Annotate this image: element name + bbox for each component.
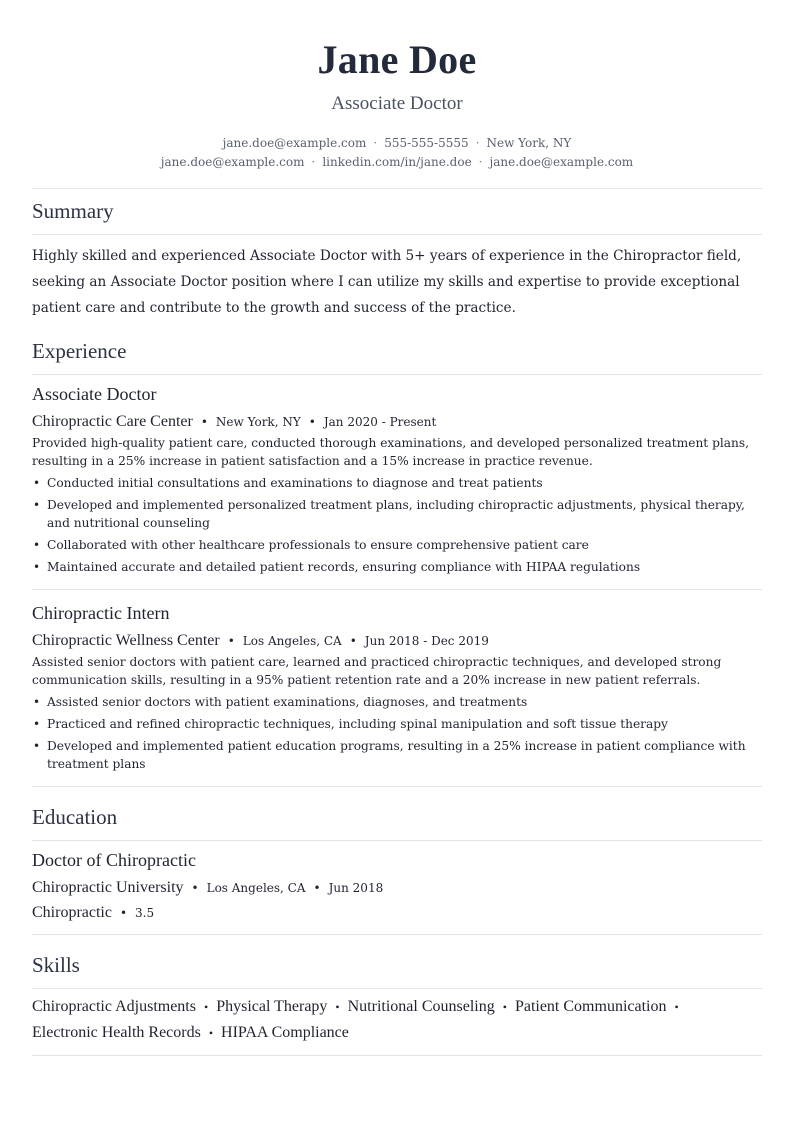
school-location: Los Angeles, CA: [206, 881, 306, 895]
bullet-separator: •: [335, 1000, 340, 1014]
skill-item: HIPAA Compliance: [221, 1024, 349, 1041]
divider: [32, 786, 762, 787]
list-item: • Assisted senior doctors with patient examinations, diagnoses, and treatments: [32, 693, 764, 711]
job-bullets: [32, 474, 764, 580]
education-heading: Education: [32, 805, 118, 829]
contact-email[interactable]: jane.doe@example.com: [222, 136, 367, 150]
list-item: • Developed and implemented patient education programs, resulting in a 25% increase in patient compliance with treatment plans: [32, 737, 764, 773]
divider: [32, 188, 762, 189]
job-description: Assisted senior doctors with patient care, learned and practiced chiropractic techniques, and developed strong communication skills, resulting in a 95% patient retention rate and a 20% increase in new patient referrals.: [32, 655, 722, 687]
bullet-separator: •: [349, 634, 357, 648]
experience-heading: Experience: [32, 339, 127, 363]
job-title: Associate Doctor: [32, 384, 157, 404]
contact-line-1: [32, 136, 762, 150]
skill-item: Electronic Health Records: [32, 1024, 201, 1041]
field-of-study: Chiropractic: [32, 904, 112, 921]
job-dates: Jan 2020 - Present: [323, 415, 437, 429]
bullet-separator: •: [502, 1000, 507, 1014]
separator: ·: [311, 155, 316, 169]
summary-heading: Summary: [32, 199, 114, 223]
skills-heading: Skills: [32, 953, 80, 977]
contact-email-3[interactable]: jane.doe@example.com: [489, 155, 634, 169]
job-company: Chiropractic Care Center: [32, 413, 193, 430]
summary-text: Highly skilled and experienced Associate Doctor with 5+ years of experience in the Chiropractor field, seeking an Associate Doctor position where I can utilize my skills and expertise to provide exceptional patient care and contribute to the growth and success of the practice.: [32, 248, 742, 316]
gpa: 3.5: [135, 906, 155, 920]
education-meta: [32, 877, 383, 897]
job-bullets: [32, 693, 764, 777]
job-dates: Jun 2018 - Dec 2019: [364, 634, 489, 648]
divider: [32, 1055, 762, 1056]
list-item: • Collaborated with other healthcare professionals to ensure comprehensive patient care: [32, 536, 764, 554]
divider: [32, 934, 762, 935]
candidate-name: Jane Doe: [317, 37, 477, 82]
skill-item: Nutritional Counseling: [347, 998, 495, 1015]
job-meta: [32, 630, 489, 650]
list-item: • Developed and implemented personalized treatment plans, including chiropractic adjustments, physical therapy, and nutritional counseling: [32, 496, 764, 532]
divider: [32, 840, 762, 841]
contact-location: New York, NY: [486, 136, 572, 150]
contact-email-2[interactable]: jane.doe@example.com: [160, 155, 305, 169]
bullet-separator: •: [308, 415, 316, 429]
skill-item: Physical Therapy: [216, 998, 328, 1015]
degree-title: Doctor of Chiropractic: [32, 850, 196, 870]
bullet-separator: •: [200, 415, 208, 429]
job-title: Chiropractic Intern: [32, 603, 170, 623]
skill-item: Patient Communication: [514, 998, 667, 1015]
resume-page: [32, 0, 762, 1123]
school-name: Chiropractic University: [32, 879, 184, 896]
job-location: Los Angeles, CA: [242, 634, 342, 648]
list-item: • Maintained accurate and detailed patient records, ensuring compliance with HIPAA regulations: [32, 558, 764, 576]
bullet-separator: •: [208, 1026, 214, 1040]
bullet-separator: •: [203, 1000, 209, 1014]
contact-line-2: [32, 155, 762, 169]
candidate-title: Associate Doctor: [331, 93, 463, 114]
list-item: • Conducted initial consultations and examinations to diagnose and treat patients: [32, 474, 764, 492]
divider: [32, 988, 762, 989]
skill-item: Chiropractic Adjustments: [32, 998, 196, 1015]
education-field-meta: [32, 902, 154, 922]
job-meta: [32, 411, 436, 431]
divider: [32, 589, 762, 590]
bullet-separator: •: [674, 1000, 679, 1014]
graduation-date: Jun 2018: [328, 881, 384, 895]
job-location: New York, NY: [215, 415, 301, 429]
bullet-separator: •: [313, 881, 321, 895]
skills-list: [32, 994, 762, 1046]
job-description: Provided high-quality patient care, conducted thorough examinations, and developed personalized treatment plans, resulting in a 25% increase in patient satisfaction and a 15% increase in practice revenue.: [32, 436, 750, 468]
list-item: • Practiced and refined chiropractic techniques, including spinal manipulation and soft tissue therapy: [32, 715, 764, 733]
bullet-separator: •: [227, 634, 235, 648]
contact-phone[interactable]: 555-555-5555: [384, 136, 469, 150]
contact-linkedin[interactable]: linkedin.com/in/jane.doe: [322, 155, 472, 169]
separator: ·: [373, 136, 378, 150]
separator: ·: [478, 155, 483, 169]
divider: [32, 234, 762, 235]
job-company: Chiropractic Wellness Center: [32, 632, 220, 649]
separator: ·: [475, 136, 480, 150]
divider: [32, 374, 762, 375]
bullet-separator: •: [191, 881, 199, 895]
bullet-separator: •: [119, 906, 128, 920]
